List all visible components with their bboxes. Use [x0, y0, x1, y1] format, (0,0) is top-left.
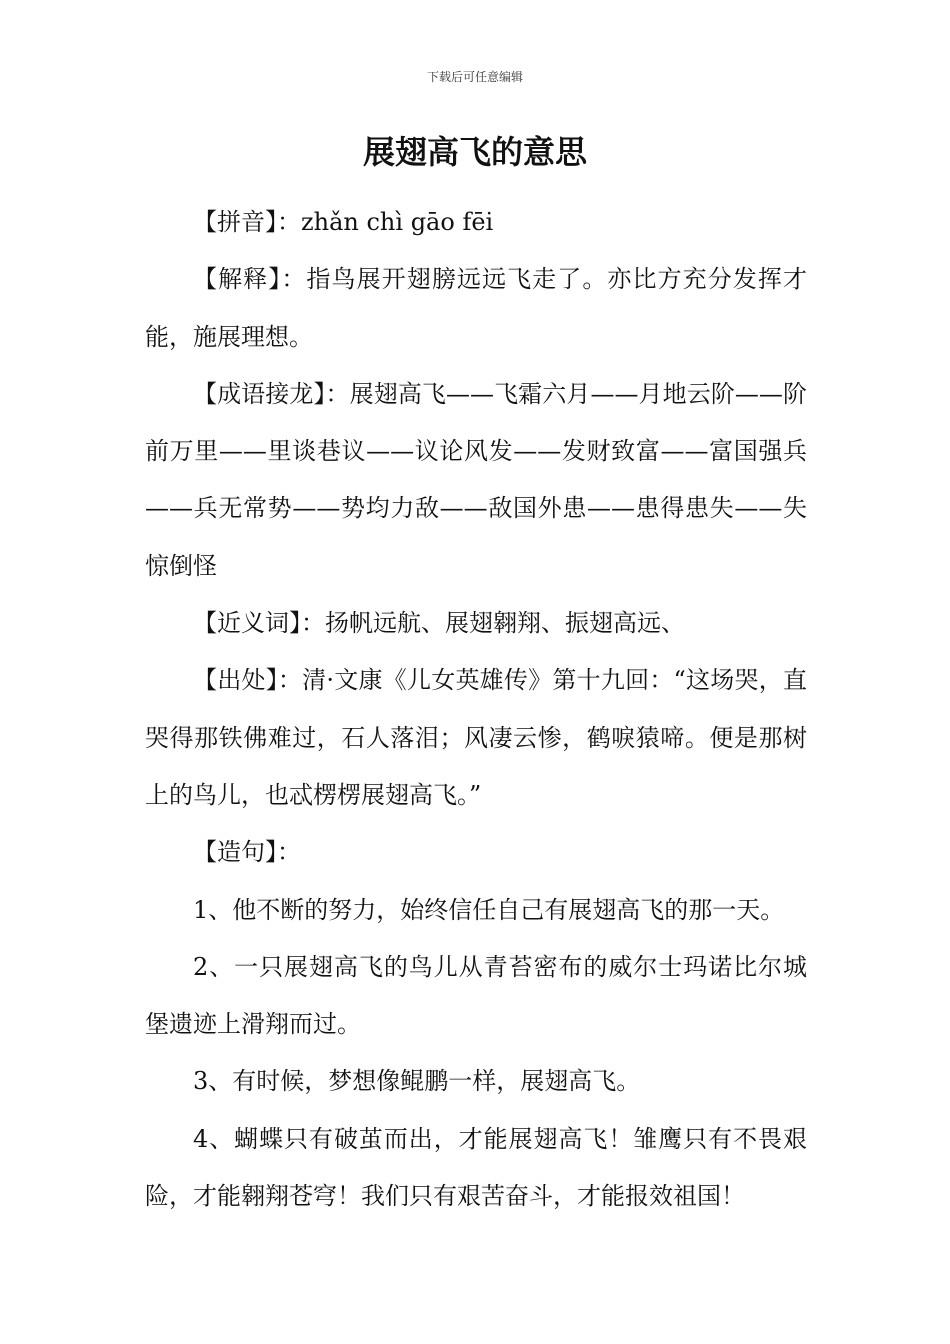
document-body [145, 194, 807, 1225]
paragraph-example-4: 4、蝴蝶只有破茧而出，才能展翅高飞！雏鹰只有不畏艰险，才能翱翔苍穹！我们只有艰苦奋斗，才能报效祖国！ [145, 1124, 807, 1211]
page-title: 展翅高飞的意思 [362, 133, 587, 171]
paragraph-idiom-chain: 【成语接龙】：展翅高飞——飞霜六月——月地云阶——阶前万里——里谈巷议——议论风发——发财致富——富国强兵——兵无常势——势均力敌——敌国外患——患得患失——失惊倒怪 [145, 379, 807, 580]
paragraph-source: 【出处】：清·文康《儿女英雄传》第十九回：“这场哭，直哭得那铁佛难过，石人落泪；风凄云惨，鹤唳猿啼。便是那树上的鸟儿，也忒楞楞展翅高飞。” [145, 666, 807, 809]
paragraph-pinyin: 【拼音】：zhǎn chì gāo fēi [193, 208, 494, 236]
paragraph-example-1: 1、他不断的努力，始终信任自己有展翅高飞的那一天。 [193, 895, 785, 924]
paragraph-example-3: 3、有时候，梦想像鲲鹏一样，展翅高飞。 [193, 1067, 641, 1096]
paragraph-examples-heading: 【造句】： [193, 838, 301, 867]
paragraph-synonyms: 【近义词】：扬帆远航、展翅翱翔、振翅高远、 [193, 609, 685, 638]
paragraph-example-2: 2、一只展翅高飞的鸟儿从青苔密布的威尔士玛诺比尔城堡遗迹上滑翔而过。 [145, 952, 807, 1039]
paragraph-explanation: 【解释】：指鸟展开翅膀远远飞走了。亦比方充分发挥才能，施展理想。 [145, 265, 807, 351]
header-note: 下载后可任意编辑 [426, 70, 523, 84]
